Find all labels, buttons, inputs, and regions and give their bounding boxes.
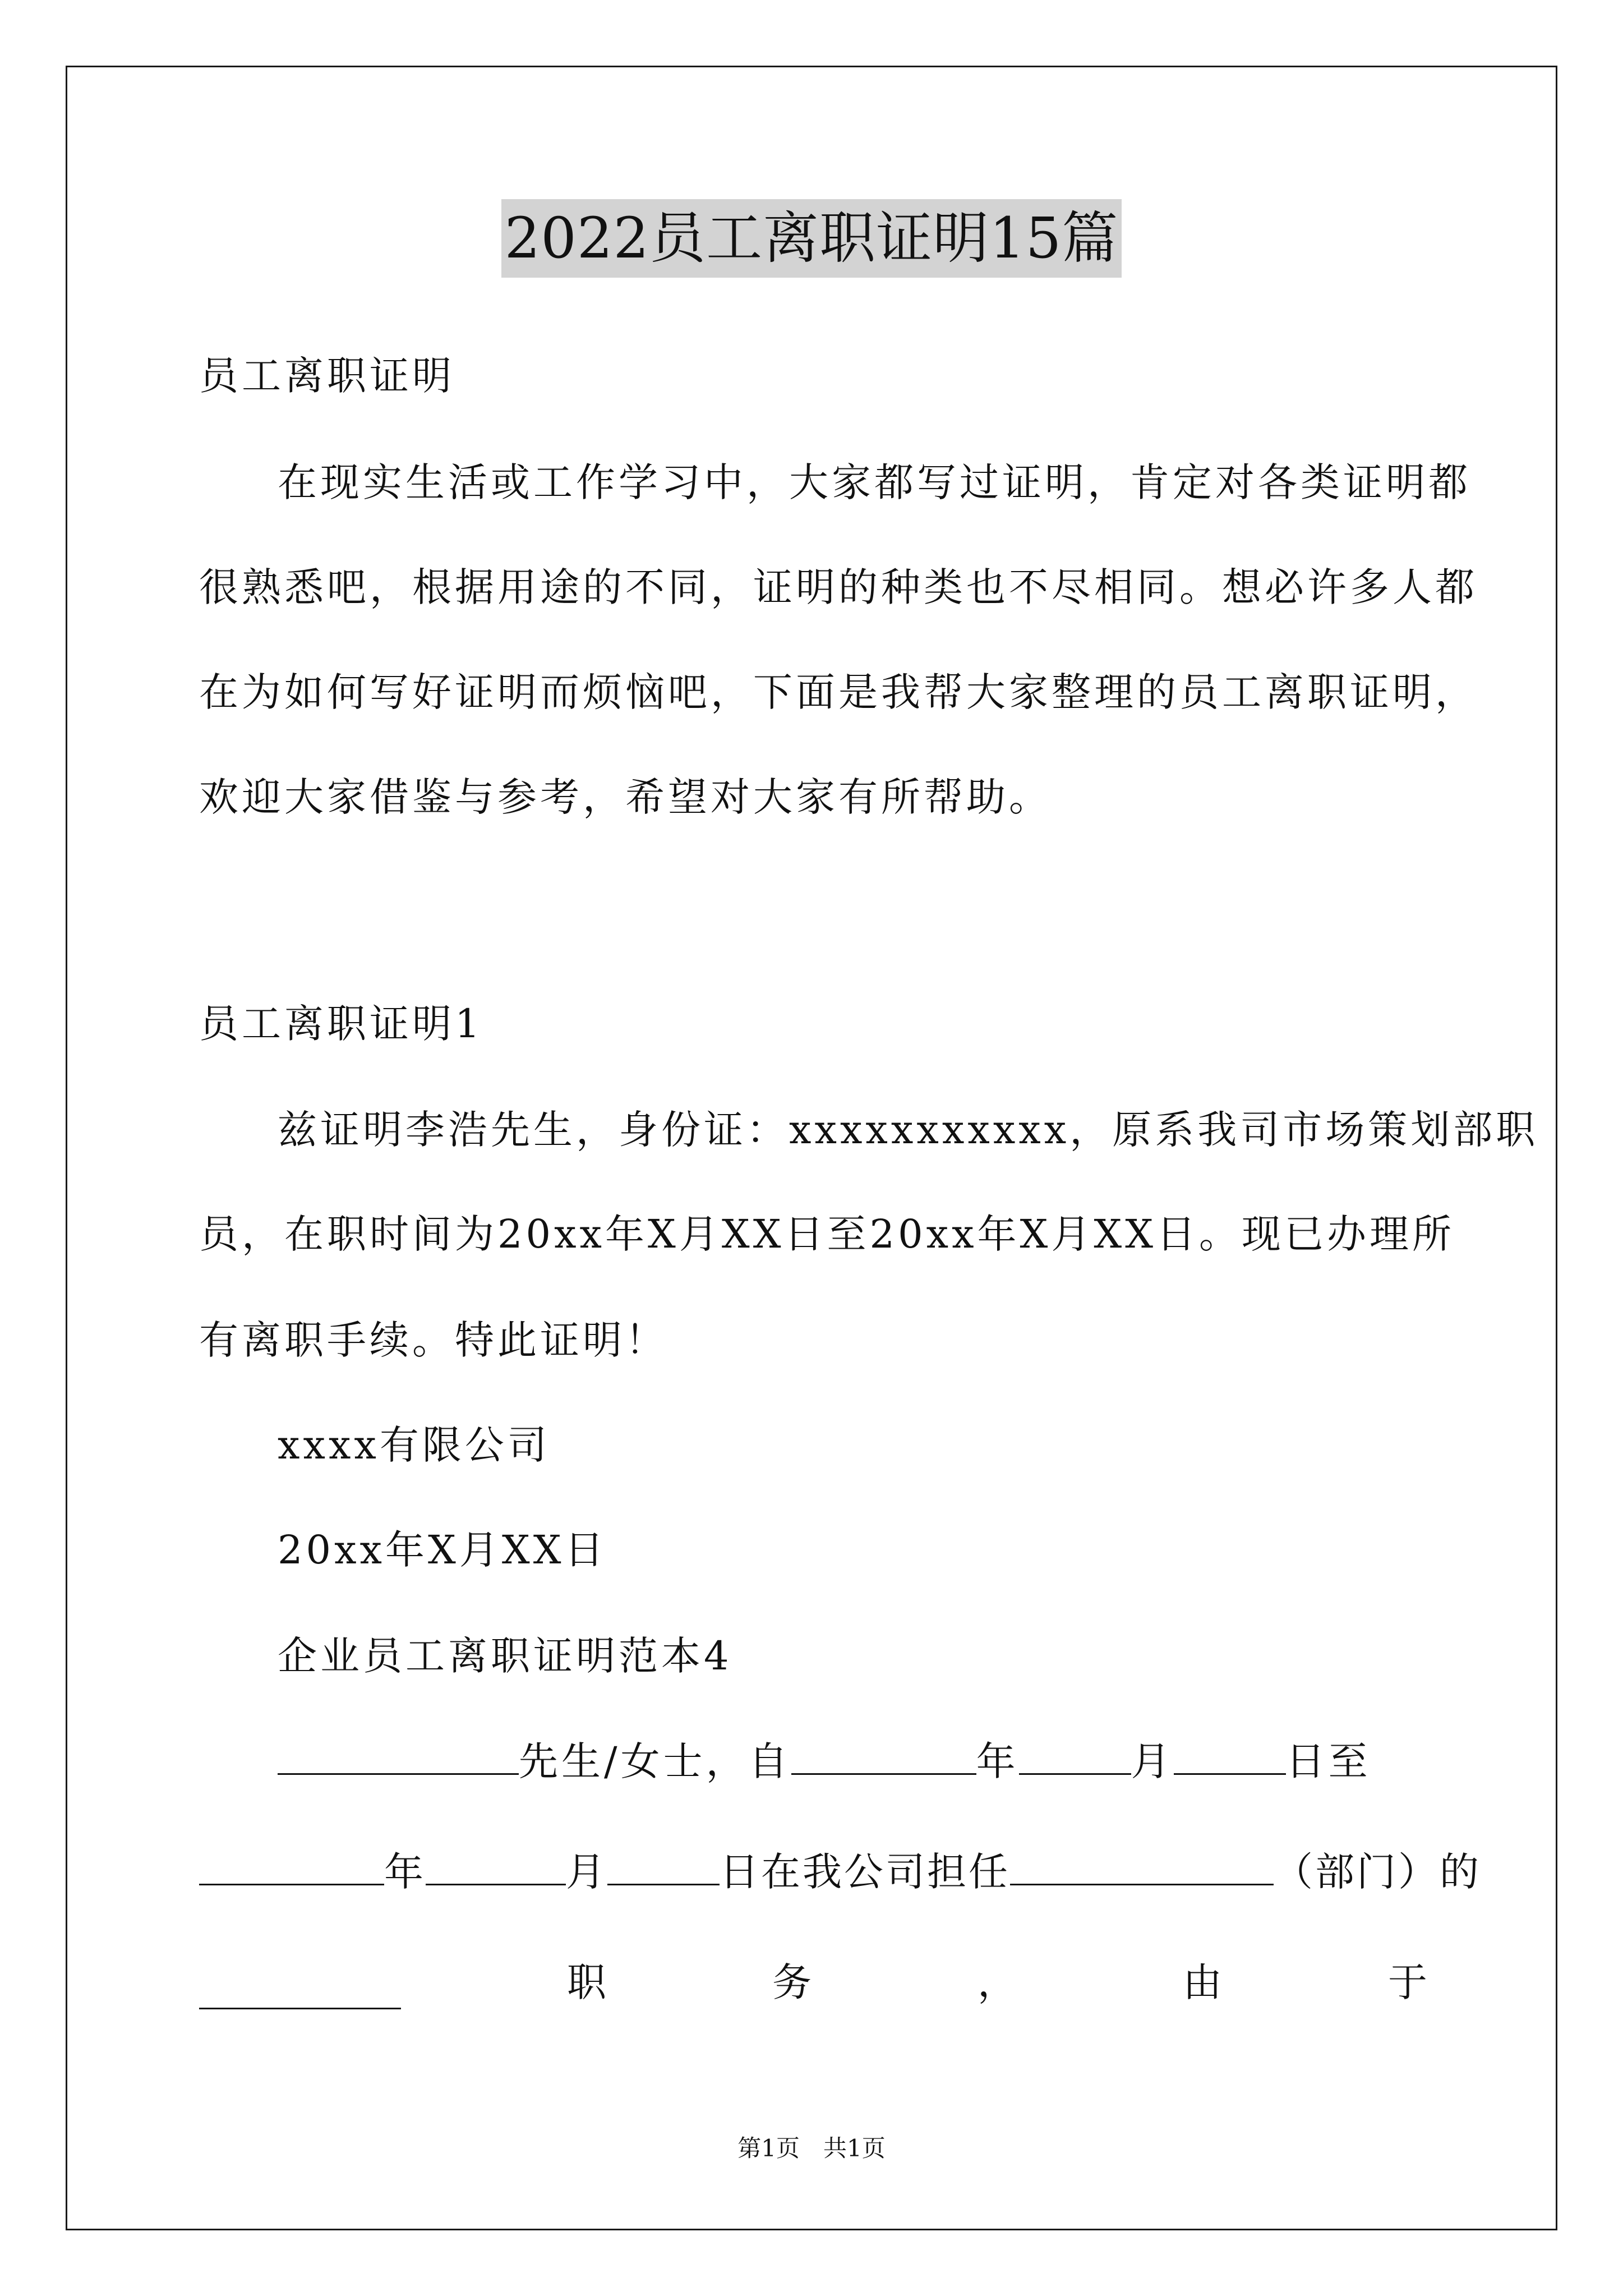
issue-date: 20xx年X月XX日: [278, 1527, 607, 1573]
form-char: 于: [1388, 1959, 1427, 2005]
form-text: 年: [976, 1738, 1019, 1784]
form-text: 月: [566, 1849, 607, 1895]
cert-line-1: 兹证明李浩先生，身份证：xxxxxxxxxxx，原系我司市场策划部职: [278, 1107, 1539, 1153]
month-blank[interactable]: [426, 1847, 566, 1885]
position-blank[interactable]: [199, 1971, 401, 2009]
title-block: [0, 199, 1623, 278]
intro-line-3: 在为如何写好证明而烦恼吧，下面是我帮大家整理的员工离职证明，: [199, 669, 1478, 715]
template-heading: 企业员工离职证明范本4: [278, 1633, 732, 1679]
day-blank[interactable]: [607, 1847, 720, 1885]
form-text: （部门）的: [1274, 1849, 1481, 1895]
year-blank[interactable]: [791, 1736, 976, 1775]
department-blank[interactable]: [1010, 1847, 1274, 1885]
page-footer: 第1页 共1页: [737, 2134, 886, 2162]
intro-line-1: 在现实生活或工作学习中，大家都写过证明，肯定对各类证明都: [278, 459, 1471, 505]
form-line-2: [199, 1845, 1481, 1899]
document-title: 2022员工离职证明15篇: [501, 199, 1122, 278]
form-char: 职: [567, 1959, 606, 2005]
form-text: 先生/女士，自: [519, 1738, 791, 1784]
cert-line-2: 员，在职时间为20xx年X月XX日至20xx年X月XX日。现已办理所: [199, 1211, 1455, 1257]
form-line-3: [199, 1955, 1427, 2009]
form-line-1: [278, 1734, 1427, 1788]
name-blank[interactable]: [278, 1736, 519, 1775]
intro-line-2: 很熟悉吧，根据用途的不同，证明的种类也不尽相同。想必许多人都: [199, 564, 1478, 610]
cert-line-3: 有离职手续。特此证明！: [199, 1317, 668, 1363]
form-char: 由: [1183, 1959, 1222, 2005]
form-char: 务: [772, 1959, 811, 2005]
section-heading: 员工离职证明: [199, 353, 455, 399]
company-name: xxxx有限公司: [278, 1422, 550, 1468]
form-text: 日在我公司担任: [720, 1849, 1010, 1895]
year-blank[interactable]: [199, 1847, 384, 1885]
section-heading: 员工离职证明1: [199, 1001, 483, 1047]
form-text: 月: [1131, 1738, 1174, 1784]
day-blank[interactable]: [1174, 1736, 1286, 1775]
intro-line-4: 欢迎大家借鉴与参考，希望对大家有所帮助。: [199, 774, 1052, 820]
month-blank[interactable]: [1019, 1736, 1131, 1775]
form-text: 年: [384, 1849, 426, 1895]
form-char: ，: [978, 1959, 1017, 2005]
form-text: 日至: [1285, 1738, 1371, 1784]
